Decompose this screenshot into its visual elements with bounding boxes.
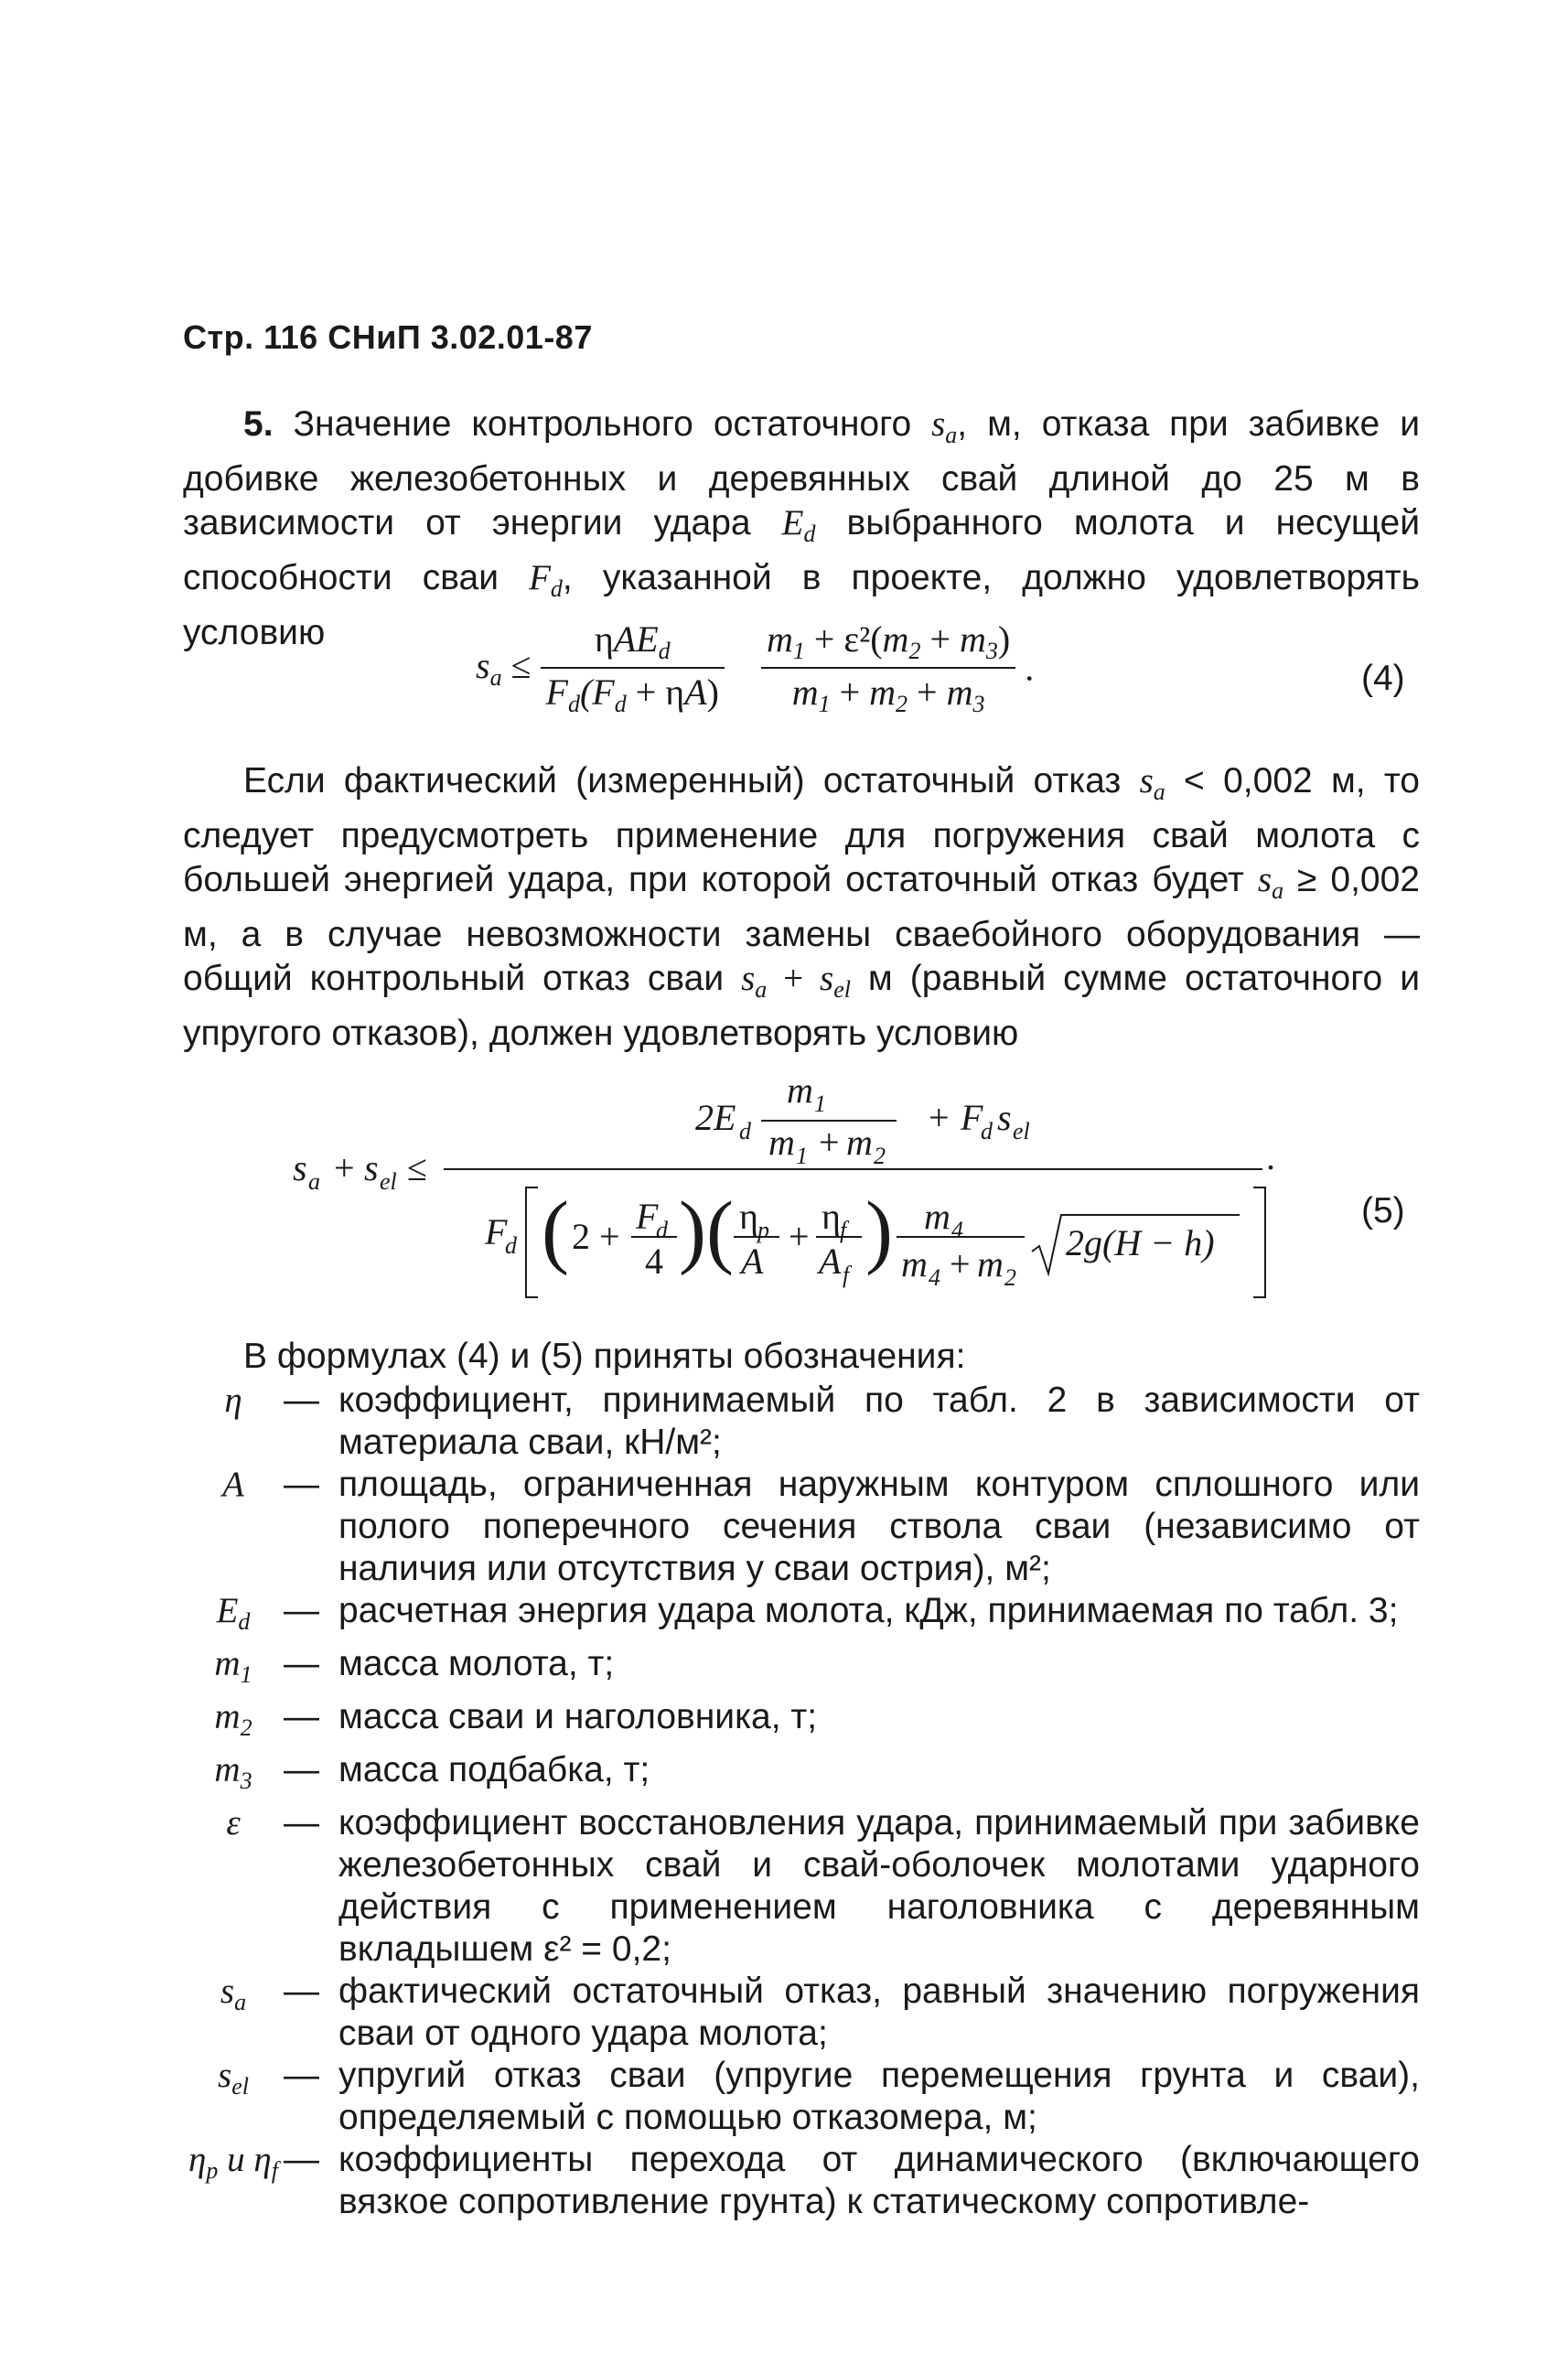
svg-text:m: m: [924, 1196, 950, 1237]
svg-text:): ): [679, 1186, 706, 1276]
definition-text: коэффициент восстановления удара, принимаемый при забивке железобетонных свай и свай-оболочек молотами ударного действия с применением наголовника с деревянным вкладышем ε² = 0,2;: [338, 1803, 1420, 1969]
definition-symbol: $m_3$: [214, 1750, 252, 1794]
svg-text:m: m: [768, 1122, 795, 1163]
formula-5: [293, 1061, 1308, 1308]
definition-text: расчетная энергия удара молота, кДж, принимаемая по табл. 3;: [338, 1591, 1399, 1630]
symbol-fd: $F_d$: [529, 558, 563, 602]
svg-text:η: η: [739, 1196, 758, 1237]
svg-text:f: f: [843, 1262, 850, 1288]
definition-dash: —: [284, 2140, 319, 2179]
equation-label-5: (5): [1361, 1191, 1405, 1230]
svg-text:+: +: [789, 1216, 810, 1257]
definition-dash: —: [284, 1750, 319, 1789]
symbol-sa-sel: $s_a + s_{el}$: [741, 959, 851, 1003]
svg-text:f: f: [840, 1217, 847, 1243]
svg-text:2: 2: [874, 1143, 886, 1169]
text: Если фактический (измеренный) остаточный отказ: [243, 761, 1140, 800]
page-header: Стр. 116 СНиП 3.02.01-87: [183, 318, 593, 356]
definition-text: масса сваи и наголовника, т;: [338, 1697, 818, 1736]
svg-text:d: d: [656, 1217, 668, 1243]
svg-text:d: d: [739, 1118, 751, 1144]
sqrt-argument: 2g(H − h): [1066, 1222, 1215, 1263]
text: выбранного молота и несущей способности сваи: [183, 503, 1420, 597]
symbol-sa: $s_a$: [1257, 860, 1284, 904]
svg-text:(: (: [542, 1186, 569, 1276]
text: м (равный сумме остаточного и упругого отказов), должен удовлетворять условию: [183, 959, 1420, 1053]
svg-text:4: 4: [645, 1241, 663, 1282]
definition-dash: —: [284, 1465, 319, 1504]
svg-text:1: 1: [814, 1091, 826, 1117]
svg-text:d: d: [505, 1232, 517, 1259]
definition-row: [183, 1802, 1420, 1971]
item-number: 5.: [243, 404, 274, 444]
definition-symbol: $s_{el}$: [218, 2056, 249, 2100]
svg-text:+: +: [334, 1147, 355, 1188]
definition-row: [183, 1749, 1420, 1802]
svg-text:≤: ≤: [407, 1147, 427, 1188]
svg-text:m: m: [977, 1243, 1004, 1284]
definition-symbol: $\eta_p$ и $\eta_f$: [188, 2140, 278, 2184]
svg-text:d: d: [981, 1118, 993, 1144]
definition-text: коэффициенты перехода от динамического (включающего вязкое сопротивление грунта) к статическому сопротивле-: [338, 2140, 1420, 2221]
text: , указанной в проекте, должно удовлетворять условию: [183, 558, 1420, 652]
svg-text:s: s: [364, 1147, 379, 1188]
definition-text: упругий отказ сваи (упругие перемещения грунта и сваи), определяемый с помощью отказомера, м;: [338, 2056, 1420, 2137]
definition-row: [183, 1464, 1420, 1590]
symbol-sa: $s_a$: [931, 404, 958, 448]
definitions: [183, 1336, 1420, 2223]
symbol-ed: $E_d$: [781, 503, 816, 547]
definition-row: [183, 1643, 1420, 1696]
svg-text:.: .: [1266, 1136, 1275, 1177]
svg-text:a: a: [308, 1168, 320, 1195]
definition-symbol: $E_d$: [216, 1591, 251, 1635]
svg-text:4: 4: [951, 1217, 963, 1243]
text: Значение контрольного остаточного: [273, 404, 932, 444]
definition-symbol: $m_2$: [214, 1697, 252, 1741]
definition-text: фактический остаточный отказ, равный значению погружения сваи от одного удара молота;: [338, 1972, 1420, 2053]
svg-text:F: F: [961, 1097, 983, 1138]
definition-row: [183, 1380, 1420, 1464]
symbol-sa: $s_a$: [1139, 761, 1165, 805]
svg-text:1: 1: [796, 1143, 808, 1169]
text: , м, отказа при забивке и добивке железобетонных и деревянных свай длиной до 25 м в зависимости от энергии удара: [183, 404, 1420, 543]
definition-symbol: $m_1$: [214, 1644, 252, 1688]
formula-4-fraction-2: $\frac{m_1 + \varepsilon^2(m_2 + m_3)}{m_1 + m_2 + m_3}$: [761, 618, 1015, 718]
definition-text: масса подбабка, т;: [338, 1750, 650, 1789]
svg-text:+: +: [929, 1097, 950, 1138]
definition-symbol: $s_a$: [220, 1972, 247, 2015]
definitions-list: [183, 1380, 1420, 2223]
definition-row: [183, 1696, 1420, 1749]
definition-row: [183, 1971, 1420, 2055]
text: < 0,002 м, то следует предусмотреть применение для погружения свай молота с большей энергией удара, при которой остаточный отказ будет: [183, 761, 1420, 899]
definition-dash: —: [284, 1644, 319, 1683]
svg-text:2E: 2E: [695, 1097, 736, 1138]
svg-text:p: p: [757, 1217, 769, 1243]
definition-text: коэффициент, принимаемый по табл. 2 в зависимости от материала сваи, кН/м²;: [338, 1381, 1420, 1462]
definition-text: масса молота, т;: [338, 1644, 615, 1683]
definition-text: площадь, ограниченная наружным контуром сплошного или полого поперечного сечения ствола сваи (независимо от наличия или отсутствия у сваи острия), м²;: [338, 1465, 1420, 1588]
svg-text:m: m: [846, 1122, 873, 1163]
definition-row: [183, 2139, 1420, 2223]
definition-dash: —: [284, 1803, 319, 1843]
definition-dash: —: [284, 1381, 319, 1420]
definition-symbol: η: [224, 1381, 242, 1420]
svg-text:m: m: [901, 1243, 928, 1284]
svg-text:η: η: [822, 1196, 841, 1237]
definition-symbol: ε: [226, 1803, 241, 1843]
definition-dash: —: [284, 1972, 319, 2011]
svg-text:(: (: [706, 1186, 734, 1276]
svg-text:+: +: [819, 1122, 840, 1163]
svg-text:A: A: [741, 1241, 764, 1282]
definition-row: [183, 1590, 1420, 1643]
svg-text:): ): [865, 1186, 893, 1276]
definitions-intro: В формулах (4) и (5) приняты обозначения:: [243, 1337, 966, 1376]
text: ≥ 0,002 м, а в случае невозможности замены сваебойного оборудования — общий контрольный отказ сваи: [183, 860, 1420, 998]
formula-4-fraction-1: $\frac{\eta AE_d}{F_d(F_d + \eta A)}$: [541, 618, 725, 718]
svg-text:F: F: [636, 1196, 659, 1237]
definition-symbol: A: [222, 1465, 244, 1504]
svg-text:2 +: 2 +: [572, 1216, 620, 1257]
svg-text:el: el: [380, 1168, 397, 1195]
svg-text:F: F: [485, 1211, 508, 1252]
svg-text:m: m: [787, 1069, 813, 1111]
svg-text:4: 4: [929, 1264, 940, 1291]
definition-dash: —: [284, 2056, 319, 2095]
equation-label-4: (4): [1361, 659, 1405, 698]
svg-text:A: A: [819, 1241, 842, 1282]
svg-text:el: el: [1013, 1118, 1030, 1144]
definition-dash: —: [284, 1591, 319, 1630]
paragraph-condition: [183, 759, 1420, 1056]
definition-dash: —: [284, 1697, 319, 1736]
formula-4: $s_a$ ≤ $\frac{\eta AE_d}{F_d(F_d + \eta A)}$ $\frac{m_1 + \varepsilon^2(m_2 + m_3)}{m_1 + m_2 + m_3}$ .: [476, 618, 1035, 717]
svg-text:2: 2: [1004, 1264, 1016, 1291]
svg-text:s: s: [997, 1097, 1012, 1138]
svg-text:s: s: [293, 1147, 307, 1188]
svg-text:+: +: [950, 1243, 971, 1284]
definition-row: [183, 2055, 1420, 2139]
